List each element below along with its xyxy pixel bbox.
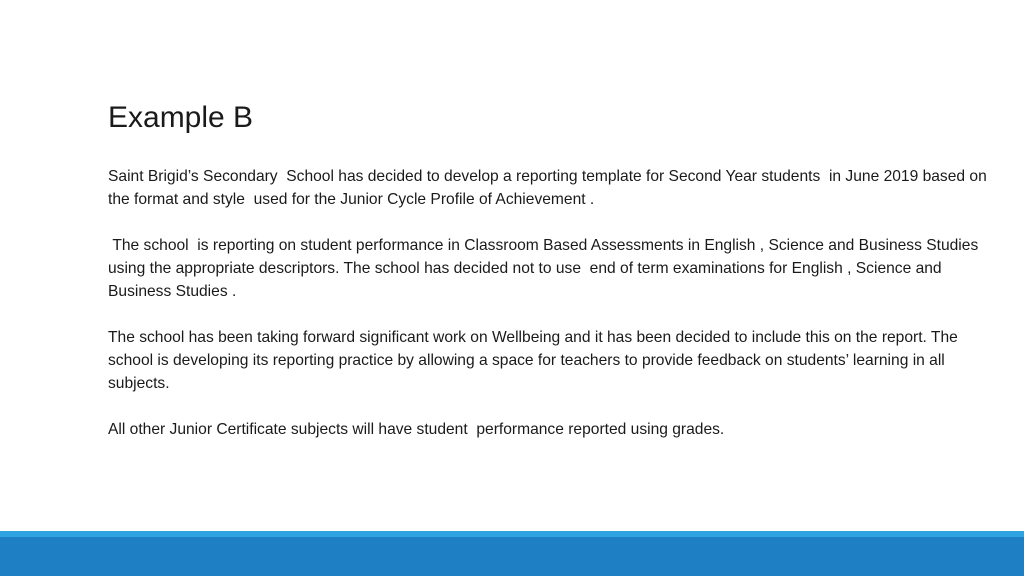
- paragraph-cba-reporting: The school is reporting on student performance in Classroom Based Assessments in English , Science and Business Studies using the appropriate descriptors. The school has decided not to use end of term examinations for English , Science and Business Studies .: [108, 237, 987, 300]
- footer-bar: [0, 537, 1024, 576]
- paragraph-template-intro: Saint Brigid’s Secondary School has decided to develop a reporting template for Second Year students in June 2019 based on the format and style used for the Junior Cycle Profile of Achievement .: [108, 168, 992, 208]
- paragraph-wellbeing: The school has been taking forward significant work on Wellbeing and it has been decided to include this on the report. The school is developing its reporting practice by allowing a space for teachers to provide feedback on students’ learning in all subjects.: [108, 329, 963, 392]
- slide-body: [108, 165, 992, 464]
- paragraph-grades: All other Junior Certificate subjects will have student performance reported using grades.: [108, 421, 725, 438]
- slide-title: Example B: [108, 101, 254, 134]
